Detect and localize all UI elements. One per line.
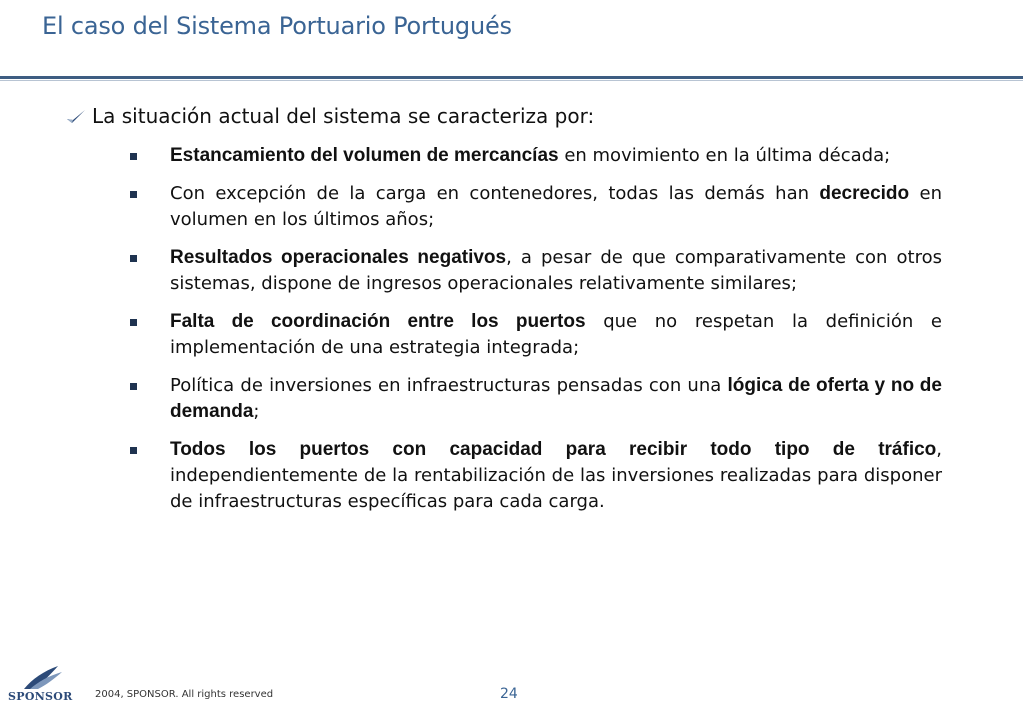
list-item bbox=[130, 309, 942, 361]
list-item bbox=[130, 143, 942, 169]
list-item bbox=[130, 245, 942, 297]
bullet-text: Política de inversiones en infraestructuras pensadas con una lógica de oferta y no de demanda; bbox=[170, 375, 942, 422]
bullet-text: Estancamiento del volumen de mercancías en movimiento en la última década; bbox=[170, 145, 891, 166]
bullet-square-icon bbox=[130, 447, 137, 454]
bullet-text: Con excepción de la carga en contenedores, todas las demás han decrecido en volumen en los últimos años; bbox=[170, 183, 942, 230]
bullet-text: Falta de coordinación entre los puertos que no respetan la definición e implementación de una estrategia integrada; bbox=[170, 311, 942, 358]
checkmark-icon bbox=[66, 109, 86, 125]
bullet-square-icon bbox=[130, 191, 137, 198]
lead-text: La situación actual del sistema se caracteriza por: bbox=[92, 104, 595, 128]
bullet-square-icon bbox=[130, 153, 137, 160]
page-number: 24 bbox=[500, 686, 518, 702]
list-item bbox=[130, 373, 942, 425]
bullet-list bbox=[130, 143, 942, 527]
logo-wordmark: SPONSOR bbox=[8, 690, 73, 703]
copyright-text: 2004, SPONSOR. All rights reserved bbox=[95, 689, 274, 700]
slide-title: El caso del Sistema Portuario Portugués bbox=[42, 12, 512, 40]
bullet-text: Resultados operacionales negativos, a pesar de que comparativamente con otros sistemas, dispone de ingresos operacionales relativamente similares; bbox=[170, 247, 942, 294]
list-item bbox=[130, 181, 942, 233]
bullet-square-icon bbox=[130, 383, 137, 390]
title-divider-thin bbox=[0, 80, 1023, 81]
bullet-square-icon bbox=[130, 255, 137, 262]
lead-paragraph bbox=[66, 103, 594, 129]
bullet-square-icon bbox=[130, 319, 137, 326]
bullet-text: Todos los puertos con capacidad para recibir todo tipo de tráfico, independientemente de la rentabilización de las inversiones realizadas para disponer de infraestructuras específicas para cada carga. bbox=[170, 439, 942, 512]
title-divider bbox=[0, 76, 1023, 79]
list-item bbox=[130, 437, 942, 515]
